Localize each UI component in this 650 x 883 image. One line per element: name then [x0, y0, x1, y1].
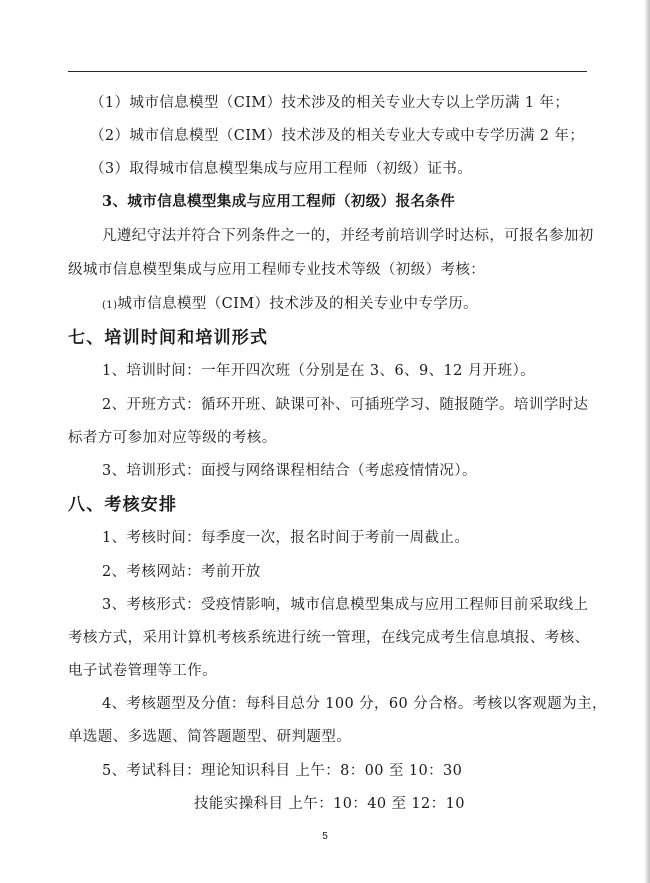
exam-website: 2、考核网站：考前开放 [102, 564, 261, 580]
page-edge-shadow [644, 0, 650, 883]
paragraph-line-2: 级城市信息模型集成与应用工程师专业技术等级（初级）考核： [68, 262, 486, 278]
exam-form-line-2: 考核方式，采用计算机考核系统进行统一管理，在线完成考生信息填报、考核、 [68, 630, 590, 646]
exam-subject-practice: 技能实操科目 上午：10：40 至 12：10 [194, 796, 465, 812]
list-item-text: 城市信息模型（CIM）技术涉及的相关专业中专学历。 [117, 296, 479, 312]
training-form: 3、培训形式：面授与网络课程相结合（考虑疫情情况）。 [102, 463, 477, 479]
exam-score-line-2: 单选题、多选题、简答题题型、研判题型。 [68, 729, 352, 745]
exam-time: 1、考核时间：每季度一次，报名时间于考前一周截止。 [102, 530, 470, 546]
condition-line-2: （2）城市信息模型（CIM）技术涉及的相关专业大专或中专学历满 2 年； [90, 128, 585, 144]
subsection-title-3: 3、城市信息模型集成与应用工程师（初级）报名条件 [102, 193, 456, 210]
exam-form-line-1: 3、考核形式：受疫情影响，城市信息模型集成与应用工程师目前采取线上 [102, 597, 589, 613]
training-time: 1、培训时间：一年开四次班（分别是在 3、6、9、12 月开班）。 [102, 363, 536, 379]
exam-form-line-3: 电子试卷管理等工作。 [68, 663, 217, 679]
section-heading-8: 八、考核安排 [68, 495, 178, 515]
class-mode-line-2: 标者方可参加对应等级的考核。 [68, 430, 277, 446]
list-item-small [102, 295, 478, 315]
condition-line-1: （1）城市信息模型（CIM）技术涉及的相关专业大专以上学历满 1 年； [90, 95, 570, 111]
header-rule [68, 71, 587, 72]
class-mode-line-1: 2、开班方式：循环开班、缺课可补、可插班学习、随报随学。培训学时达 [102, 397, 589, 413]
condition-line-3: （3）取得城市信息模型集成与应用工程师（初级）证书。 [90, 161, 473, 177]
page-number: 5 [322, 831, 328, 842]
paragraph-line-1: 凡遵纪守法并符合下列条件之一的，并经考前培训学时达标，可报名参加初 [102, 228, 594, 244]
exam-subject-theory: 5、考试科目：理论知识科目 上午：8：00 至 10：30 [102, 763, 463, 779]
list-item-prefix: (1) [102, 300, 118, 311]
section-heading-7: 七、培训时间和培训形式 [68, 328, 269, 348]
exam-score-line-1: 4、考核题型及分值：每科目总分 100 分，60 分合格。考核以客观题为主， [102, 696, 607, 712]
